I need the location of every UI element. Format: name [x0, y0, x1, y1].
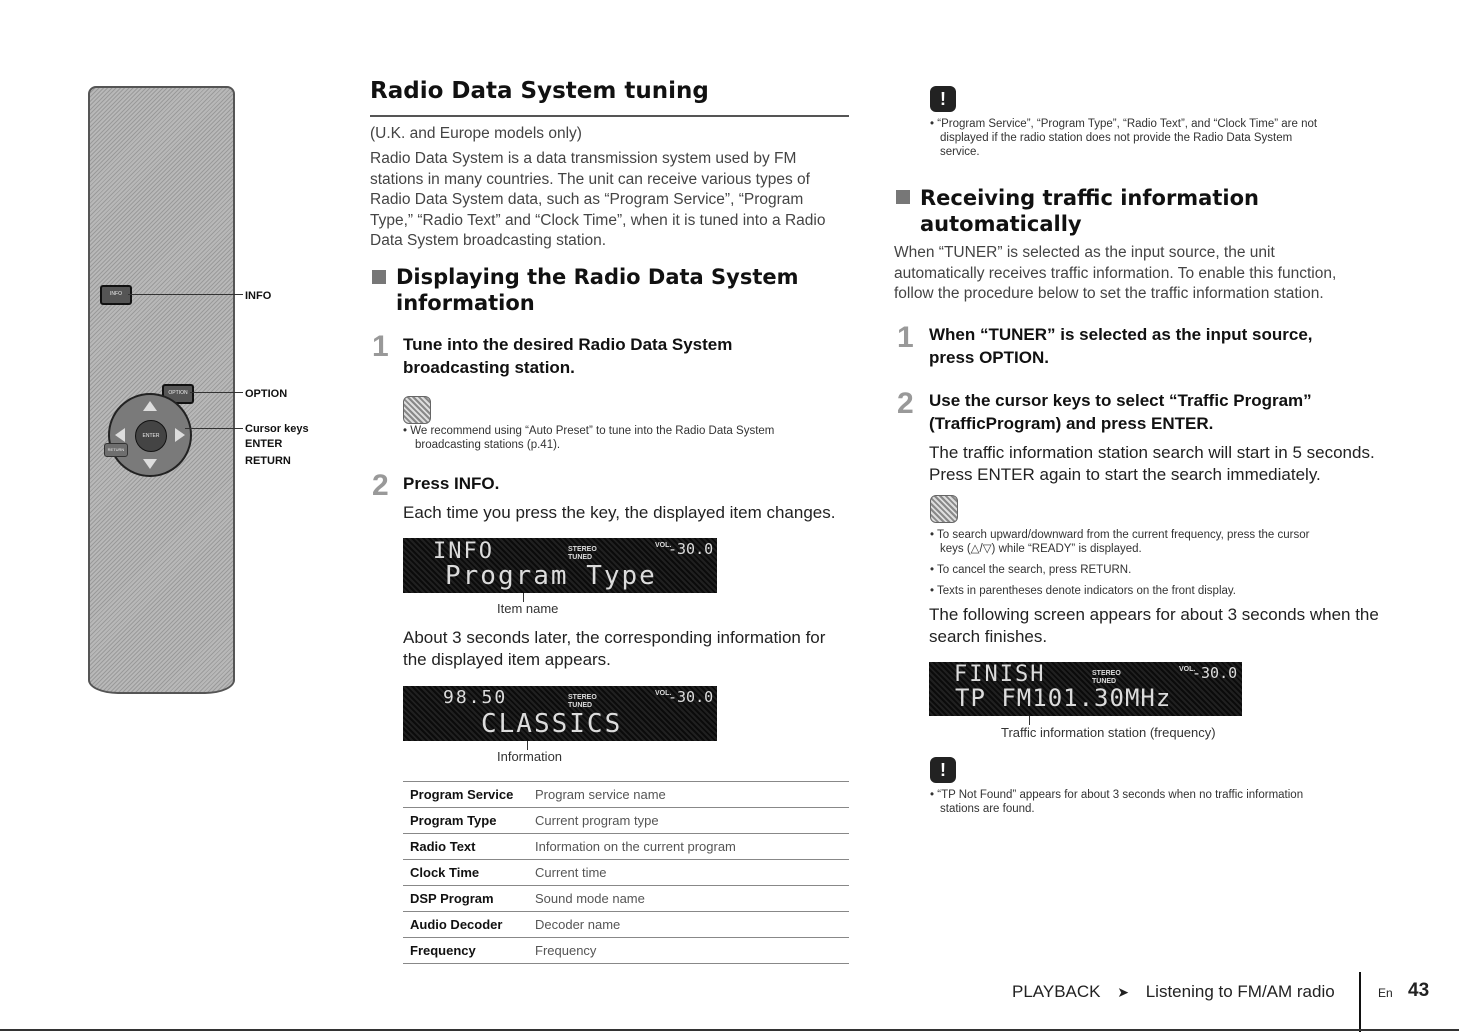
intro-paragraph: Radio Data System is a data transmission system used by FM stations in many countries. The unit can receive various types of Radio Data System data, such as “Program Service”, “Program Type,” “Radio Text” and “Clock Time”, when it is tuned into a Radio Data System broadcasting station.	[370, 150, 826, 249]
step-2-number: 2	[372, 469, 389, 502]
region-note: (U.K. and Europe models only)	[370, 125, 582, 142]
page-bottom-line	[0, 1029, 1459, 1031]
page-title: Radio Data System tuning	[370, 78, 709, 104]
remote-control-illustration	[88, 86, 235, 694]
footer-divider	[1359, 972, 1361, 1032]
table-row: Radio Text Information on the current program	[403, 834, 849, 860]
breadcrumb-topic: Listening to FM/AM radio	[1145, 982, 1335, 1001]
section-marker	[896, 190, 910, 204]
info-leader-line	[128, 294, 243, 295]
traffic-intro-paragraph: When “TUNER” is selected as the input source, the unit automatically receives traffic information. To enable this function, follow the procedure below to set the traffic information station.	[894, 244, 1337, 302]
breadcrumb-section: PLAYBACK	[1012, 982, 1101, 1001]
remote-label-return: RETURN	[245, 455, 291, 467]
table-row: Audio Decoder Decoder name	[403, 912, 849, 938]
cursor-down-icon	[143, 459, 157, 469]
traffic-station-caption: Traffic information station (frequency)	[1001, 725, 1216, 740]
breadcrumb-arrow-icon: ➤	[1117, 984, 1129, 1000]
table-row: Frequency Frequency	[403, 938, 849, 964]
step-2-heading: Press INFO.	[403, 474, 500, 493]
step-2-body: Each time you press the key, the displayed item changes.	[403, 503, 836, 522]
tip-note-auto-preset: • We recommend using “Auto Preset” to tune into the Radio Data System broadcasting stations (p.41).	[403, 425, 775, 451]
cursor-left-icon	[115, 428, 125, 442]
cursor-right-icon	[175, 428, 185, 442]
step-1-heading: Tune into the desired Radio Data System broadcasting station.	[403, 335, 733, 377]
traffic-station-pointer	[1029, 716, 1030, 725]
remote-option-key: OPTION	[162, 384, 194, 404]
breadcrumb	[1012, 982, 1335, 1002]
option-leader-line	[190, 392, 243, 393]
traffic-tips: • To search upward/downward from the current frequency, press the cursor keys (△/▽) while “READY” is displayed. • To cancel the search, press RETURN. • Texts in parentheses denote indicators on the front display.	[930, 529, 1310, 597]
warning-icon: !	[930, 86, 956, 112]
traffic-step-2-number: 2	[897, 387, 914, 420]
warning-icon: !	[930, 757, 956, 783]
tip-icon	[403, 396, 431, 424]
table-row: DSP Program Sound mode name	[403, 886, 849, 912]
remote-label-info: INFO	[245, 290, 272, 302]
page-number: 43	[1408, 980, 1430, 1001]
remote-label-enter: ENTER	[245, 438, 283, 450]
table-row: Program Service Program service name	[403, 782, 849, 808]
cursor-leader-line	[185, 428, 243, 429]
remote-return-key: RETURN	[104, 443, 128, 457]
note-tp-not-found: • “TP Not Found” appears for about 3 seconds when no traffic information stations are found.	[930, 789, 1304, 815]
section-heading-displaying: Displaying the Radio Data System information	[396, 265, 799, 315]
section-marker	[372, 270, 386, 284]
title-rule	[370, 115, 849, 117]
remote-enter-key: ENTER	[135, 420, 167, 452]
traffic-step-1-heading: When “TUNER” is selected as the input source, press OPTION.	[929, 325, 1313, 367]
note-rds-not-provided: • “Program Service”, “Program Type”, “Radio Text”, and “Clock Time” are not displayed if the radio station does not provide the Radio Data System service.	[930, 118, 1318, 158]
tip-icon	[930, 495, 958, 523]
front-display-traffic-station: FINISH STEREO TUNED VOL. -30.0 TP FM101.30MHz	[929, 662, 1242, 716]
after-info-text: About 3 seconds later, the corresponding information for the displayed item appears.	[403, 628, 826, 669]
remote-label-option: OPTION	[245, 388, 288, 400]
remote-cursor-pad	[108, 393, 192, 477]
radio-data-items-table	[403, 781, 849, 964]
front-display-item-name: INFO STEREO TUNED VOL. -30.0 Program Type	[403, 538, 717, 593]
language-tag: En	[1378, 986, 1393, 1000]
table-row: Program Type Current program type	[403, 808, 849, 834]
remote-label-cursor-keys: Cursor keys	[245, 423, 309, 435]
step-1-number: 1	[372, 330, 389, 363]
information-caption: Information	[497, 749, 563, 764]
section-heading-traffic: Receiving traffic information automatically	[920, 186, 1259, 236]
finish-screen-text: The following screen appears for about 3 seconds when the search finishes.	[929, 605, 1379, 646]
cursor-up-icon	[143, 401, 157, 411]
traffic-step-2-heading: Use the cursor keys to select “Traffic Program” (TrafficProgram) and press ENTER.	[929, 391, 1312, 433]
traffic-step-1-number: 1	[897, 321, 914, 354]
item-name-caption: Item name	[497, 601, 559, 616]
remote-info-key: INFO	[100, 285, 132, 305]
traffic-step-2-body: The traffic information station search will start in 5 seconds. Press ENTER again to start the search immediately.	[929, 443, 1375, 484]
table-row: Clock Time Current time	[403, 860, 849, 886]
front-display-information: 98.50 STEREO TUNED VOL. -30.0 CLASSICS	[403, 686, 717, 741]
